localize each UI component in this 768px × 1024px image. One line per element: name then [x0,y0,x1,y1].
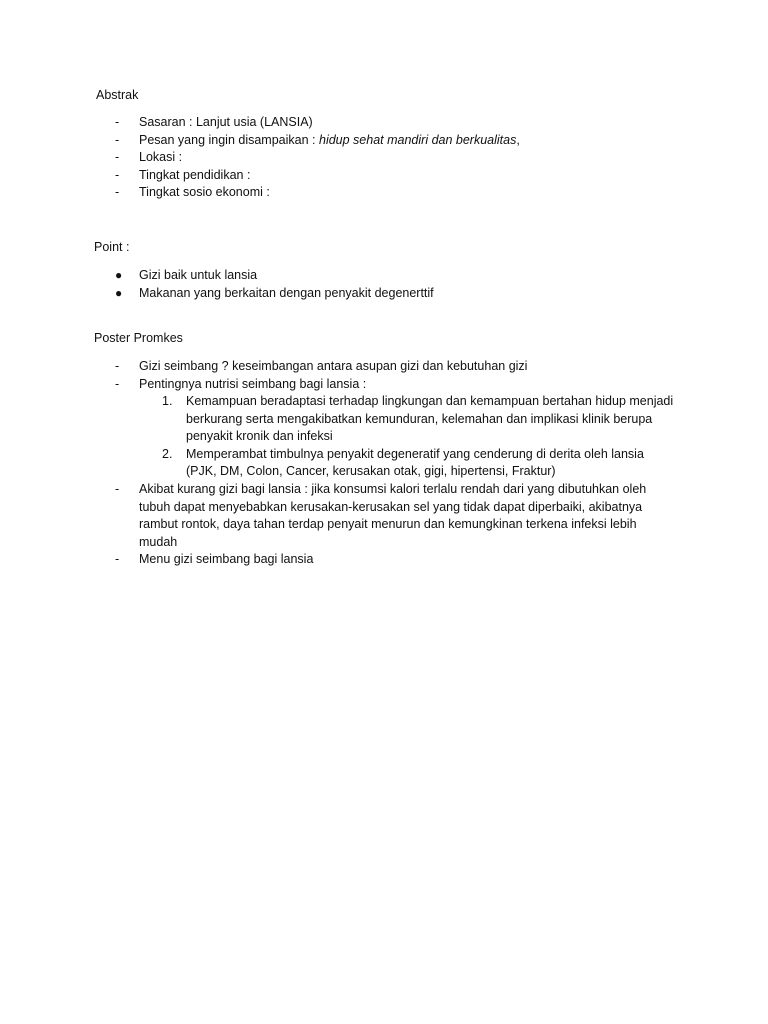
point-item-text: Makanan yang berkaitan dengan penyakit degenerttif [139,285,434,300]
dash-marker: - [115,150,120,164]
numbered-item [162,446,677,481]
bullet-marker: ● [115,285,123,300]
dash-marker: - [115,167,120,182]
sasaran-text: Sasaran : Lanjut usia (LANSIA) [139,115,313,129]
list-item [115,149,520,167]
list-item [115,285,434,303]
poster-item-text: Pentingnya nutrisi seimbang bagi lansia : [139,376,367,391]
list-item [115,184,520,202]
point-list [115,267,434,302]
dash-marker: - [115,115,120,129]
numbered-item-text: Kemampuan beradaptasi terhadap lingkungan dan kemampuan bertahan hidup menjadi berkurang serta mengakibatkan kemunduran, kelemahan dan implikasi klinik berupa penyakit kronik dan infeksi [186,394,674,443]
abstrak-heading: Abstrak [96,88,139,102]
dash-marker: - [115,359,120,373]
poster-heading: Poster Promkes [94,331,183,345]
sosio-ekonomi-text: Tingkat sosio ekonomi : [139,185,270,199]
dash-marker: - [115,185,120,199]
poster-item-text: Gizi seimbang ? keseimbangan antara asupan gizi dan kebutuhan gizi [139,359,528,373]
list-item [115,114,520,132]
point-heading: Point : [94,240,130,254]
item-number: 2. [162,446,173,461]
pendidikan-text: Tingkat pendidikan : [139,167,251,182]
pesan-tail: , [516,132,520,147]
dash-marker: - [115,482,120,496]
dash-marker: - [115,132,120,147]
lokasi-text: Lokasi : [139,150,183,164]
list-item [115,132,520,150]
list-item [115,551,675,569]
point-item-text: Gizi baik untuk lansia [139,268,258,282]
poster-list-continued [115,481,675,569]
nutrition-numbered-list [162,393,677,481]
numbered-item [162,393,677,446]
dash-marker: - [115,376,120,391]
poster-list [115,358,675,393]
poster-item-text: Akibat kurang gizi bagi lansia : jika konsumsi kalori terlalu rendah dari yang dibutuhkan oleh tubuh dapat menyebabkan kerusakan-kerusakan sel yang tidak dapat diperbaiki, akibatnya rambut rontok, daya tahan terdap penyait menurun dan kemungkinan terkena infeksi lebih mudah [139,482,647,549]
bullet-marker: ● [115,268,123,282]
abstrak-list [115,114,520,202]
list-item [115,358,675,376]
numbered-item-text: Memperambat timbulnya penyakit degeneratif yang cenderung di derita oleh lansia (PJK, DM, Colon, Cancer, kerusakan otak, gigi, hipertensi, Fraktur) [186,446,644,478]
poster-item-text: Menu gizi seimbang bagi lansia [139,552,314,566]
pesan-value: hidup sehat mandiri dan berkualitas [319,132,517,147]
list-item [115,267,434,285]
dash-marker: - [115,552,120,566]
pesan-label: Pesan yang ingin disampaikan : [139,132,316,147]
list-item [115,376,675,394]
list-item [115,481,675,551]
item-number: 1. [162,394,173,408]
list-item [115,167,520,185]
